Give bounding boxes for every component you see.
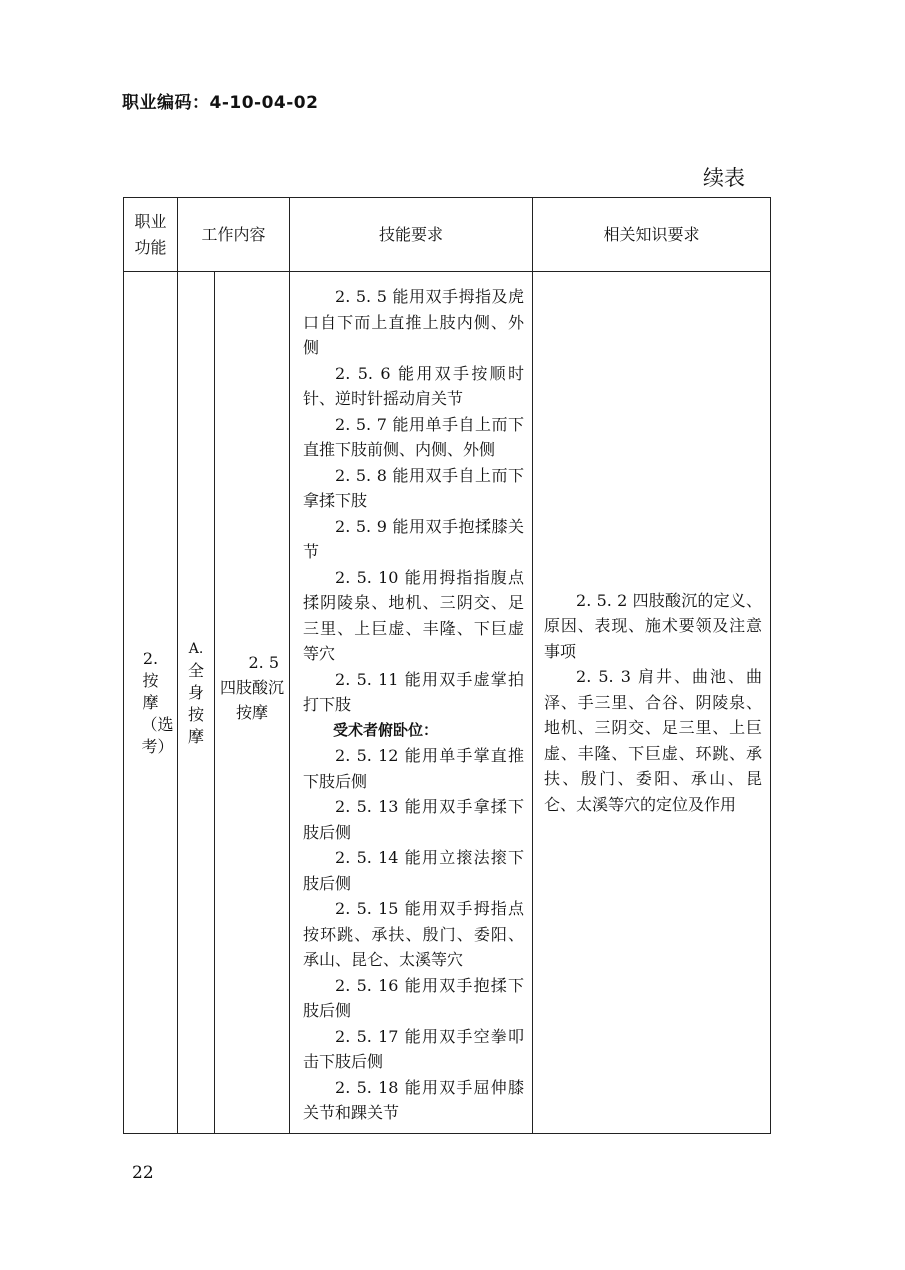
header-work-content: 工作内容 (178, 198, 290, 272)
skill-item: 2. 5. 16 能用双手抱揉下肢后侧 (303, 975, 525, 1020)
skill-item: 2. 5. 10 能用拇指指腹点揉阴陵泉、地机、三阴交、足三里、上巨虚、丰隆、下巨虚等穴 (303, 567, 525, 663)
skill-item: 2. 5. 13 能用双手拿揉下肢后侧 (303, 797, 525, 842)
continued-label: 续表 (703, 166, 745, 190)
skills-cell (290, 272, 533, 1134)
header-skills: 技能要求 (290, 198, 533, 272)
sub-content-name: 四肢酸沉按摩 (220, 678, 285, 722)
standards-table (123, 197, 771, 1134)
skill-item: 2. 5. 9 能用双手抱揉膝关节 (303, 516, 525, 561)
skill-item: 2. 5. 8 能用双手自上而下拿揉下肢 (303, 465, 525, 510)
skill-item: 2. 5. 5 能用双手拇指及虎口自下而上直推上肢内侧、外侧 (303, 287, 525, 357)
header-knowledge: 相关知识要求 (533, 198, 771, 272)
skill-item: 2. 5. 6 能用双手按顺时针、逆时针摇动肩关节 (303, 363, 525, 408)
skill-item: 2. 5. 18 能用双手屈伸膝关节和踝关节 (303, 1077, 525, 1122)
page-number: 22 (132, 1163, 154, 1183)
function-cell (124, 272, 178, 1134)
job-code: 职业编码：4-10-04-02 (122, 93, 319, 113)
knowledge-cell (533, 272, 771, 1134)
work-content-name: 全身按摩 (187, 660, 204, 746)
skill-item: 2. 5. 11 能用双手虚掌拍打下肢 (303, 669, 525, 714)
skill-item: 2. 5. 12 能用单手掌直推下肢后侧 (303, 746, 525, 791)
sub-content-cell (215, 272, 290, 1134)
skill-subheading: 受术者俯卧位： (333, 720, 439, 739)
table-header-row (124, 198, 771, 272)
skill-item: 2. 5. 7 能用单手自上而下直推下肢前侧、内侧、外侧 (303, 414, 525, 459)
skill-item: 2. 5. 17 能用双手空拳叩击下肢后侧 (303, 1026, 525, 1071)
sub-content-number: 2. 5 (248, 653, 280, 672)
knowledge-item: 2. 5. 2 四肢酸沉的定义、原因、表现、施术要领及注意事项 (544, 590, 763, 661)
skill-item: 2. 5. 15 能用双手拇指点按环跳、承扶、殷门、委阳、承山、昆仑、太溪等穴 (303, 899, 525, 969)
skill-item: 2. 5. 14 能用立㨰法㨰下肢后侧 (303, 848, 525, 893)
function-name: 按摩（选考） (141, 670, 174, 756)
work-content-cell (178, 272, 215, 1134)
knowledge-item: 2. 5. 3 肩井、曲池、曲泽、手三里、合谷、阴陵泉、地机、三阴交、足三里、上巨虚、丰隆、下巨虚、环跳、承扶、殷门、委阳、承山、昆仑、太溪等穴的定位及作用 (544, 667, 763, 814)
header-function: 职业功能 (124, 198, 178, 272)
function-number: 2. (142, 648, 159, 668)
table-row (124, 272, 771, 1134)
work-content-label: A. (188, 640, 204, 657)
